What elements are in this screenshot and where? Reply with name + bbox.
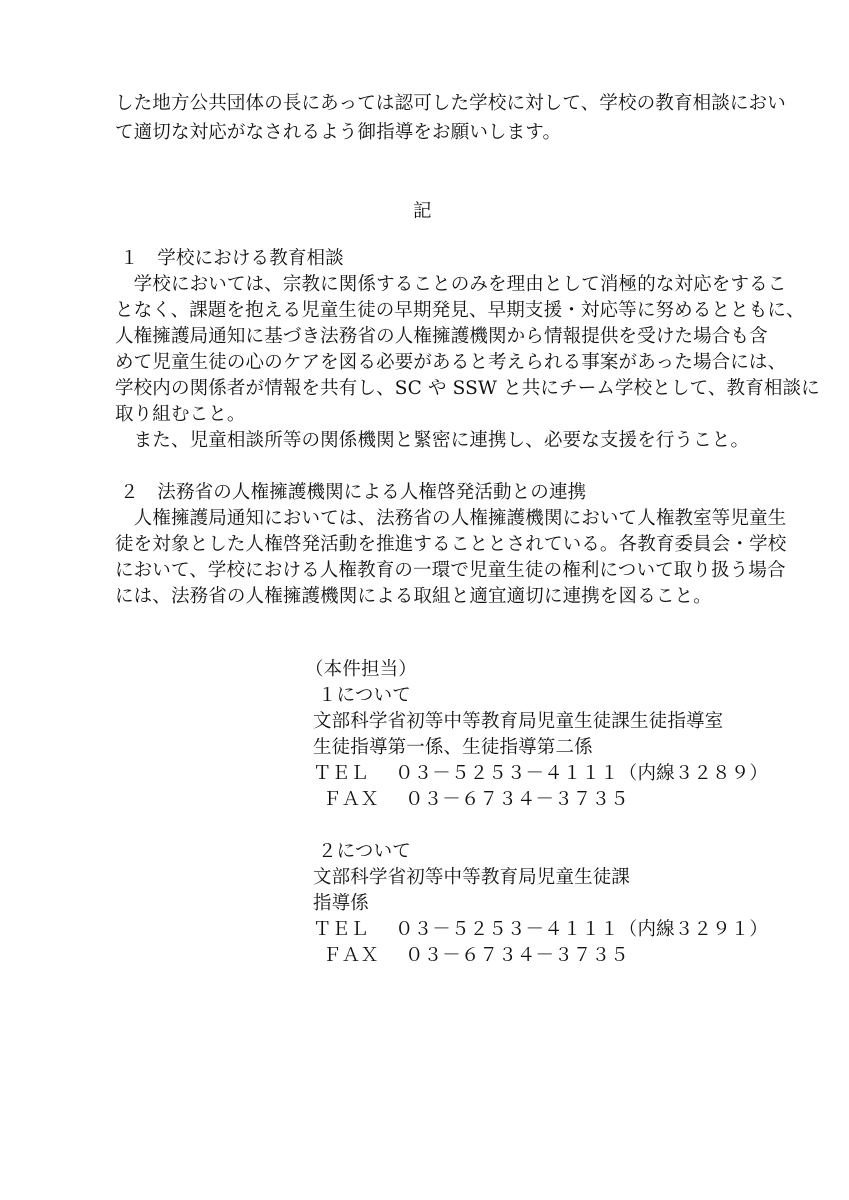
section1-line-4: めて児童生徒の心のケアを図る必要があると考えられる事案があった場合には、 <box>115 352 787 373</box>
contact-block1-tel-row <box>313 761 768 787</box>
intro-line-2: て適切な対応がなされるよう御指導をお願いします。 <box>115 122 562 143</box>
section1-line-5: 学校内の関係者が情報を共有し、SC や SSW と共にチーム学校として、教育相談に <box>115 378 820 399</box>
section2-line-4: には、法務省の人権擁護機関による取組と適宜適切に連携を図ること。 <box>115 586 712 607</box>
section1-line-2: となく、課題を抱える児童生徒の早期発見、早期支援・対応等に努めるとともに、 <box>115 300 805 321</box>
section1-line-7: また、児童相談所等の関係機関と緊密に連携し、必要な支援を行うこと。 <box>115 430 750 451</box>
section2-line-1: 人権擁護局通知においては、法務省の人権擁護機関において人権教室等児童生 <box>115 508 787 529</box>
contact-block2-label: ２について <box>318 841 411 862</box>
ki-heading: 記 <box>413 201 432 222</box>
contact-title: （本件担当） <box>305 659 417 680</box>
contact-block1-tel-label: ＴＥＬ <box>313 763 369 784</box>
section1-line-1: 学校においては、宗教に関係することのみを理由として消極的な対応をするこ <box>115 274 787 295</box>
contact-block1-unit: 生徒指導第一係、生徒指導第二係 <box>313 737 593 758</box>
contact-block1-fax: ０３－６７３４－３７３５ <box>405 789 629 810</box>
contact-block2-unit: 指導係 <box>313 893 369 914</box>
contact-block2-tel-row <box>313 917 768 943</box>
section1-line-3: 人権擁護局通知に基づき法務省の人権擁護機関から情報提供を受けた場合も含 <box>115 326 768 347</box>
section1-heading: １ 学校における教育相談 <box>120 248 344 269</box>
contact-block2-tel: ０３－５２５３－４１１１（内線３２９１） <box>395 919 769 940</box>
section2-line-3: において、学校における人権教育の一環で児童生徒の権利について取り扱う場合 <box>115 560 786 581</box>
contact-block2-fax-row <box>323 943 629 969</box>
contact-block1-office: 文部科学省初等中等教育局児童生徒課生徒指導室 <box>313 711 724 732</box>
contact-block1-tel: ０３－５２５３－４１１１（内線３２８９） <box>395 763 769 784</box>
contact-block1-fax-row <box>323 787 629 813</box>
contact-block1-label: １について <box>318 685 411 706</box>
section1-line-6: 取り組むこと。 <box>115 404 246 425</box>
section2-line-2: 徒を対象とした人権啓発活動を推進することとされている。各教育委員会・学校 <box>115 534 787 555</box>
contact-block1-fax-label: ＦＡＸ <box>323 789 379 810</box>
contact-block2-office: 文部科学省初等中等教育局児童生徒課 <box>313 867 631 888</box>
contact-block2-tel-label: ＴＥＬ <box>313 919 369 940</box>
intro-line-1: した地方公共団体の長にあっては認可した学校に対して、学校の教育相談におい <box>115 93 786 114</box>
section2-heading: ２ 法務省の人権擁護機関による人権啓発活動との連携 <box>120 482 587 503</box>
contact-block2-fax: ０３－６７３４－３７３５ <box>405 945 629 966</box>
contact-block2-fax-label: ＦＡＸ <box>323 945 379 966</box>
